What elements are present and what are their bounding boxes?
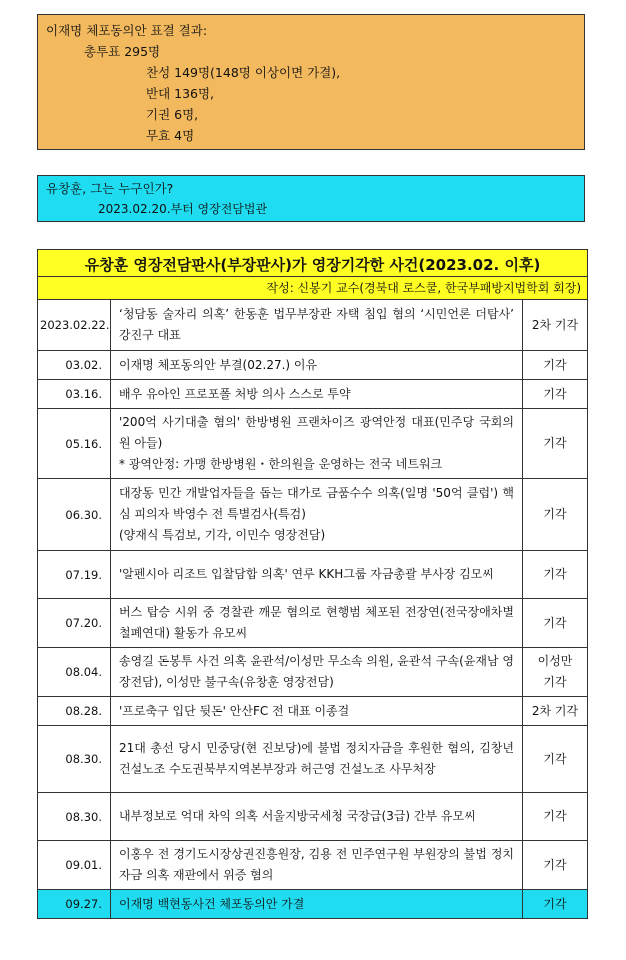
row-result: 기각 [523,599,588,648]
row-result: 기각 [523,890,588,919]
row-date: 08.30. [38,726,111,793]
row-date: 03.16. [38,380,111,409]
who-since: 2023.02.20.부터 영장전담법관 [98,202,268,216]
row-result: 기각 [523,409,588,479]
row-description [111,726,523,793]
row-result: 기각 [523,793,588,841]
row-date: 2023.02.22. [38,300,111,351]
row-description-line: 이재명 체포동의안 부결(02.27.) 이유 [119,357,318,372]
row-result: 2차 기각 [523,300,588,351]
row-description [111,890,523,919]
vote-abstain: 기권 6명, [146,107,199,122]
table-row [38,380,588,409]
row-date: 08.04. [38,648,111,697]
row-description [111,793,523,841]
row-description-line: (양재식 특검보, 기각, 이민수 영장전담) [119,528,326,542]
row-date: 06.30. [38,479,111,551]
who-box [37,175,585,222]
row-result: 기각 [523,726,588,793]
row-date: 03.02. [38,351,111,380]
vote-invalid: 무효 4명 [146,128,195,143]
who-question: 유창훈, 그는 누구인가? [46,181,174,196]
dismissal-table [37,249,588,919]
row-description [111,551,523,599]
row-description-line: 대장동 민간 개발업자들을 돕는 대가로 금품수수 의혹(일명 '50억 클럽') 핵심 피의자 박영수 전 특별검사(특검) [119,486,514,521]
row-description [111,599,523,648]
table-row [38,890,588,919]
row-description-line: '알펜시아 리조트 입찰담합 의혹' 연루 KKH그룹 자금총괄 부사장 김모씨 [119,567,494,581]
table-row [38,793,588,841]
table-row [38,479,588,551]
table-author: 작성: 신봉기 교수(경북대 로스쿨, 한국부패방지법학회 회장) [38,277,588,300]
table-row [38,648,588,697]
row-description-line: 버스 탑승 시위 중 경찰관 깨문 혐의로 현행범 체포된 전장연(전국장애차별철폐연대) 활동가 유모씨 [119,605,514,640]
row-result: 2차 기각 [523,697,588,726]
row-result: 기각 [523,351,588,380]
row-result: 기각 [523,479,588,551]
table-row [38,726,588,793]
table-title: 유창훈 영장전담판사(부장판사)가 영장기각한 사건(2023.02. 이후) [38,250,588,277]
row-date: 07.19. [38,551,111,599]
table-row [38,409,588,479]
table-row [38,599,588,648]
row-description-line: '200억 사기대출 혐의' 한방병원 프랜차이즈 광역안정 대표(민주당 국회의원 아들) [119,415,514,450]
vote-title: 이재명 체포동의안 표결 결과: [46,23,208,38]
row-date: 09.01. [38,841,111,890]
row-description [111,300,523,351]
vote-total: 총투표 295명 [84,44,161,59]
row-description [111,380,523,409]
table-row [38,551,588,599]
row-result: 이성만 기각 [523,648,588,697]
vote-yes: 찬성 149명(148명 이상이면 가결), [146,65,341,80]
row-description-line: ‘청담동 술자리 의혹’ 한동훈 법무부장관 자택 침입 혐의 ‘시민언론 더탐사’ 강진구 대표 [119,307,514,342]
row-date: 08.28. [38,697,111,726]
row-description-line: 송영길 돈봉투 사건 의혹 윤관석/이성만 무소속 의원, 윤관석 구속(윤재남 영장전담), 이성만 불구속(유창훈 영장전담) [119,654,514,689]
row-description [111,409,523,479]
table-row [38,351,588,380]
row-description-line: '프로축구 입단 뒷돈' 안산FC 전 대표 이종걸 [119,703,350,718]
row-description [111,351,523,380]
row-date: 09.27. [38,890,111,919]
row-result: 기각 [523,551,588,599]
table-row [38,300,588,351]
row-description [111,697,523,726]
row-description-line: * 광역안정: 가맹 한방병원・한의원을 운영하는 전국 네트워크 [119,457,443,471]
row-result: 기각 [523,380,588,409]
row-description [111,841,523,890]
row-description [111,648,523,697]
row-date: 08.30. [38,793,111,841]
row-description-line: 21대 총선 당시 민중당(현 진보당)에 불법 정치자금을 후원한 혐의, 김창년 건설노조 수도권북부지역본부장과 허근영 건설노조 사무처장 [119,741,514,776]
row-description-line: 내부정보로 억대 차익 의혹 서울지방국세청 국장급(3급) 간부 유모씨 [119,809,476,823]
row-date: 07.20. [38,599,111,648]
row-result: 기각 [523,841,588,890]
vote-no: 반대 136명, [146,86,215,101]
row-description-line: 이홍우 전 경기도시장상권진흥원장, 김용 전 민주연구원 부원장의 불법 정치자금 의혹 재판에서 위증 혐의 [119,847,514,882]
row-description-line: 배우 유아인 프로포폴 처방 의사 스스로 투약 [119,386,351,401]
table-row [38,841,588,890]
vote-result-box [37,14,585,150]
row-description-line: 이재명 백현동사건 체포동의안 가결 [119,896,305,911]
row-date: 05.16. [38,409,111,479]
table-row [38,697,588,726]
row-description [111,479,523,551]
